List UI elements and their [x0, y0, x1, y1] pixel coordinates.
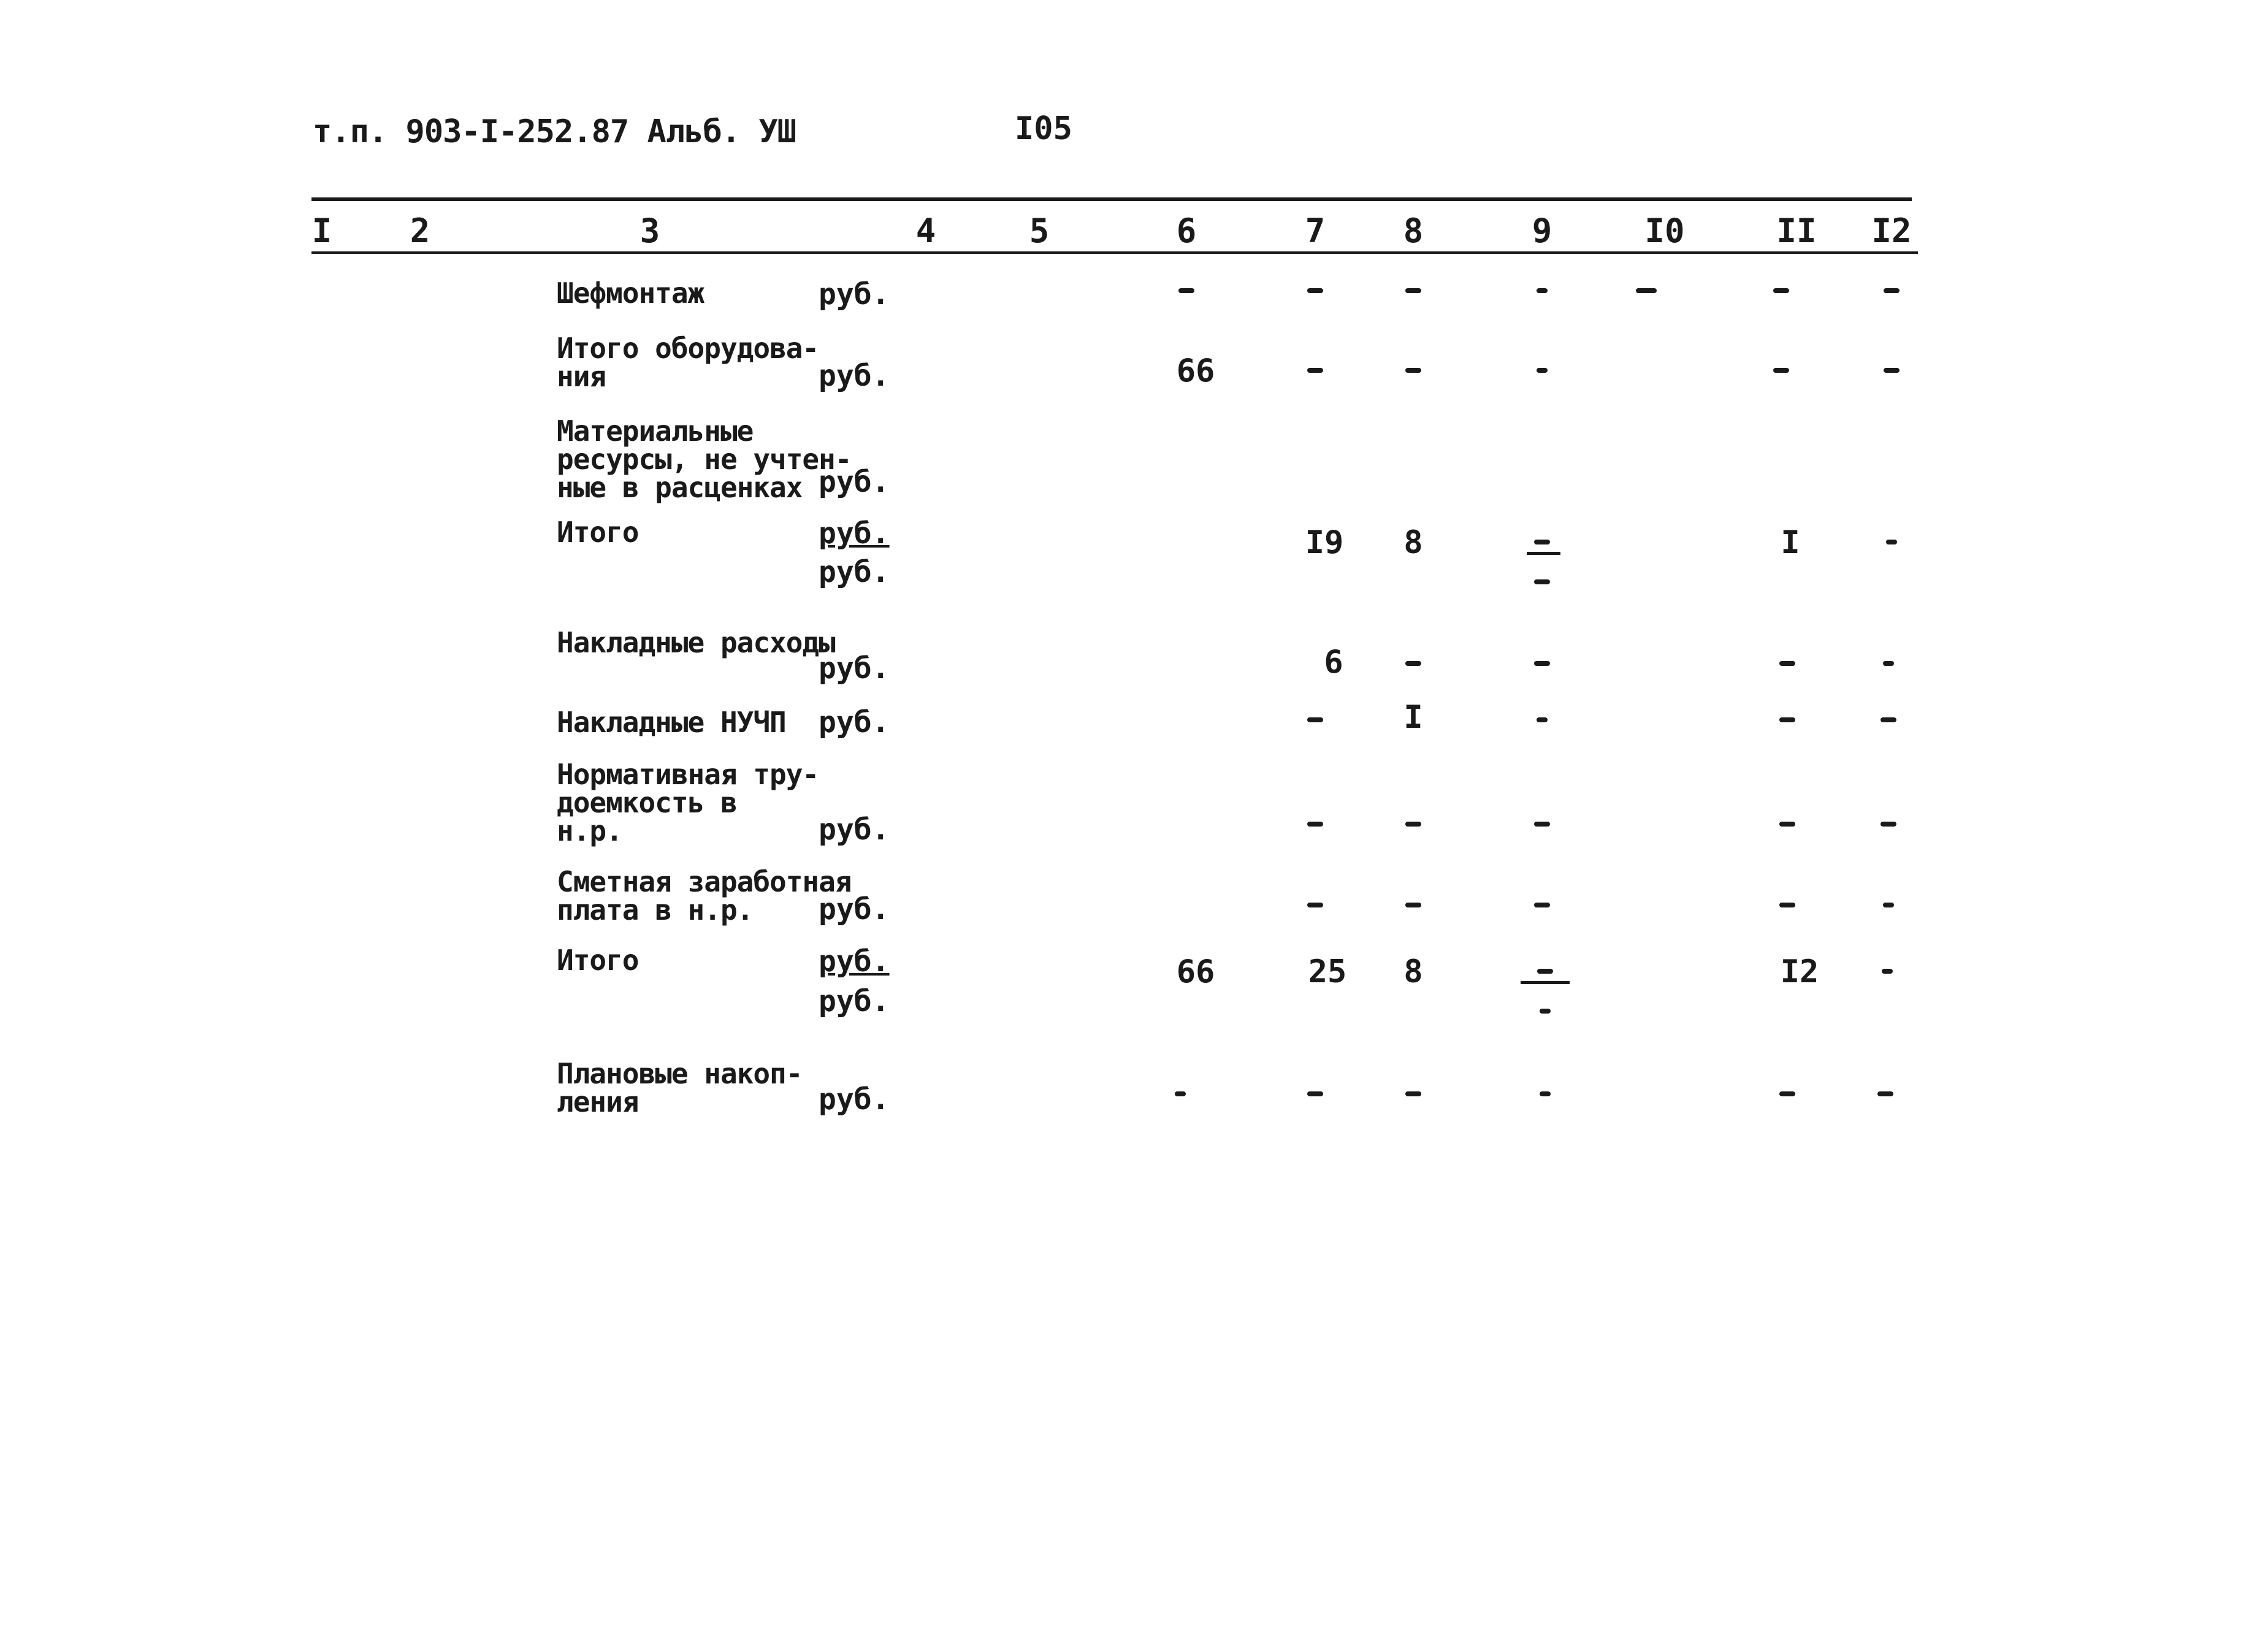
fraction-bar — [1527, 552, 1560, 555]
column-header-2: 2 — [410, 212, 430, 250]
empty-dash — [1534, 540, 1550, 544]
empty-dash — [1883, 903, 1894, 907]
empty-dash — [1779, 717, 1795, 722]
row-label: Материальные ресурсы, не учтен- ные в расценках — [557, 414, 852, 504]
row-unit: руб. — [819, 651, 890, 686]
row-label: Итого — [557, 944, 639, 977]
cell-col11: I2 — [1780, 953, 1819, 990]
document-code: т.п. 903-I-252.87 Альб. УШ — [313, 113, 796, 150]
row-label: Итого — [557, 516, 639, 549]
column-header-6: 6 — [1176, 212, 1197, 250]
empty-dash — [1886, 540, 1897, 544]
cell-col8: 8 — [1403, 524, 1423, 561]
empty-dash — [1307, 822, 1323, 827]
empty-dash — [1405, 288, 1421, 293]
empty-dash — [1534, 579, 1550, 584]
empty-dash — [1779, 1091, 1795, 1096]
empty-dash — [1307, 1091, 1323, 1096]
empty-dash — [1534, 822, 1550, 827]
row-unit: руб. — [819, 892, 890, 926]
empty-dash — [1175, 1091, 1186, 1096]
empty-dash — [1307, 288, 1323, 293]
empty-dash — [1773, 288, 1789, 293]
cell-col8: I — [1403, 699, 1423, 736]
empty-dash — [1537, 717, 1548, 722]
empty-dash — [1779, 661, 1795, 666]
cell-col6: 66 — [1176, 353, 1215, 389]
column-header-10: I0 — [1644, 212, 1685, 250]
column-header-3: 3 — [640, 212, 660, 250]
empty-dash — [1307, 717, 1323, 722]
cell-col7: I9 — [1305, 524, 1344, 561]
column-header-4: 4 — [915, 212, 936, 250]
empty-dash — [1773, 368, 1789, 373]
row-unit: руб. — [819, 277, 890, 311]
empty-dash — [1540, 1091, 1551, 1096]
empty-dash — [1537, 368, 1548, 373]
column-header-1: I — [311, 212, 332, 250]
empty-dash — [1636, 288, 1657, 293]
empty-dash — [1405, 903, 1421, 907]
column-header-12: I2 — [1871, 212, 1912, 250]
header-underline — [311, 251, 1918, 254]
empty-dash — [1307, 903, 1323, 907]
row-label: Накладные расходы — [557, 626, 835, 659]
column-header-8: 8 — [1403, 212, 1424, 250]
column-header-9: 9 — [1532, 212, 1552, 250]
empty-dash — [1405, 368, 1421, 373]
empty-dash — [1884, 368, 1900, 373]
empty-dash — [1883, 661, 1894, 666]
row-label: Накладные НУЧП — [557, 706, 786, 739]
row-unit-numerator: руб. — [819, 944, 890, 979]
empty-dash — [1779, 822, 1795, 827]
empty-dash — [1178, 288, 1194, 293]
cell-col11: I — [1781, 524, 1800, 561]
row-label: Сметная заработная плата в н.р. — [557, 865, 852, 926]
empty-dash — [1405, 661, 1421, 666]
empty-dash — [1537, 288, 1548, 293]
empty-dash — [1307, 368, 1323, 373]
cell-col6: 66 — [1176, 953, 1215, 990]
row-unit-denominator: руб. — [819, 555, 890, 589]
cell-col7: 6 — [1324, 644, 1343, 681]
row-unit: руб. — [819, 705, 890, 739]
empty-dash — [1877, 1091, 1893, 1096]
row-label: Плановые накоп- ления — [557, 1057, 803, 1118]
empty-dash — [1882, 969, 1893, 974]
empty-dash — [1405, 822, 1421, 827]
empty-dash — [1884, 288, 1900, 293]
row-label: Итого оборудова- ния — [557, 332, 819, 393]
empty-dash — [1537, 969, 1553, 974]
empty-dash — [1880, 717, 1896, 722]
row-unit: руб. — [819, 1082, 890, 1117]
row-unit-denominator: руб. — [819, 984, 890, 1018]
row-unit: руб. — [819, 465, 890, 499]
column-header-7: 7 — [1305, 212, 1326, 250]
empty-dash — [1405, 1091, 1421, 1096]
fraction-bar — [1521, 981, 1570, 984]
table-top-rule — [311, 197, 1912, 201]
row-label: Нормативная тру- доемкость в н.р. — [557, 758, 819, 847]
row-unit-numerator: руб. — [819, 516, 890, 551]
empty-dash — [1880, 822, 1896, 827]
empty-dash — [1534, 661, 1550, 666]
row-unit: руб. — [819, 812, 890, 847]
column-header-5: 5 — [1029, 212, 1050, 250]
empty-dash — [1534, 903, 1550, 907]
row-unit: руб. — [819, 359, 890, 393]
cell-col7: 25 — [1308, 953, 1347, 990]
page-number: I05 — [1015, 110, 1072, 147]
column-header-11: II — [1776, 212, 1817, 250]
cell-col8: 8 — [1403, 953, 1423, 990]
empty-dash — [1540, 1009, 1551, 1014]
empty-dash — [1779, 903, 1795, 907]
row-label: Шефмонтаж — [557, 277, 704, 310]
